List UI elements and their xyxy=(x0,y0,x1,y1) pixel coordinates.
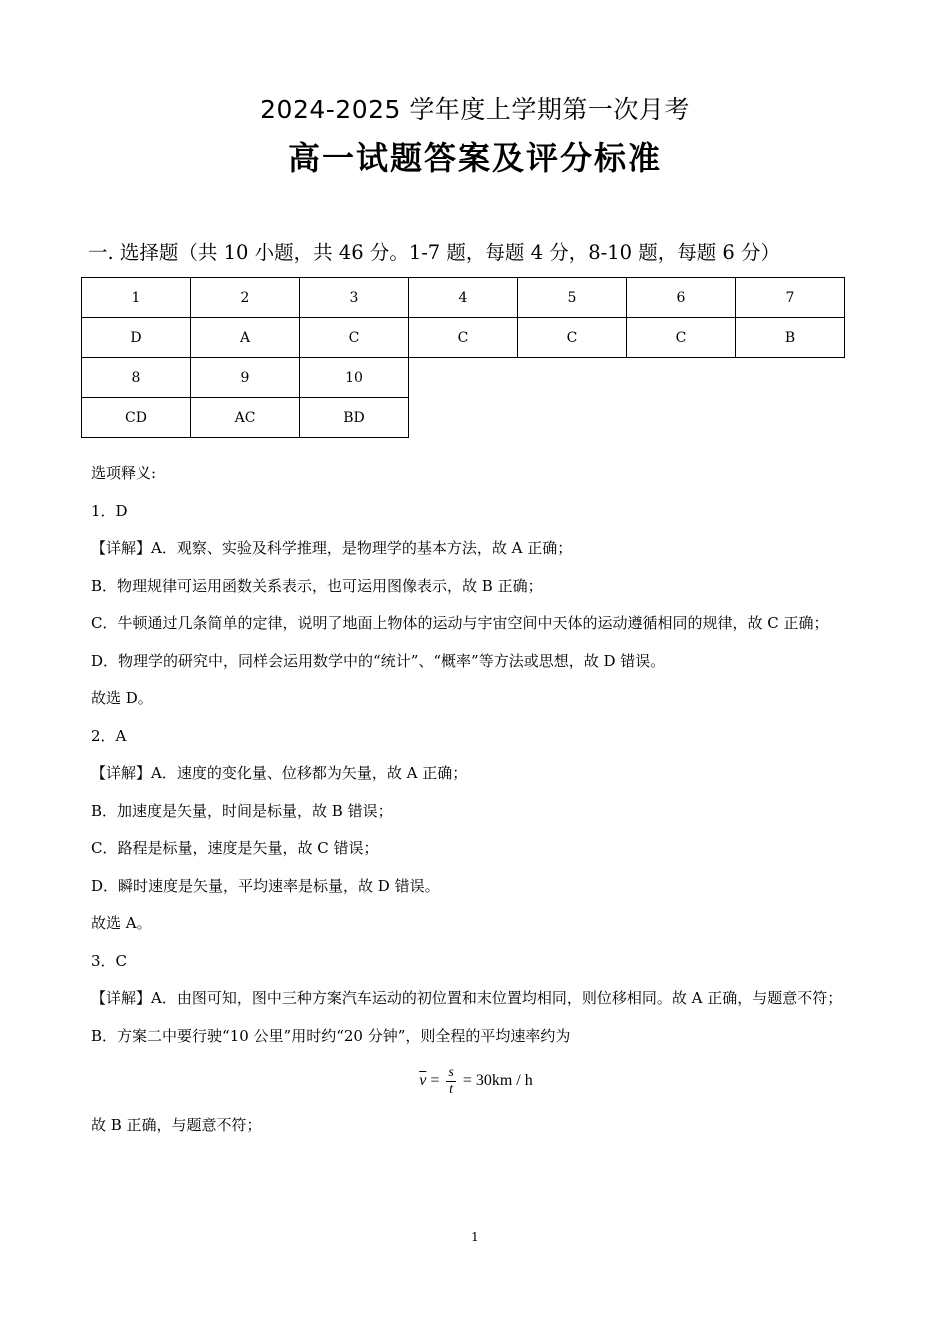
explanations xyxy=(91,455,861,1145)
detail-line: C．牛顿通过几条简单的定律，说明了地面上物体的运动与宇宙空间中天体的运动遵循相同的规律，故 C 正确； xyxy=(91,614,829,632)
empty-cell xyxy=(627,358,736,398)
answer-cell: AC xyxy=(191,398,300,438)
table-row xyxy=(82,358,845,398)
detail-line: 故 B 正确，与题意不符； xyxy=(91,1116,262,1134)
answer-table xyxy=(81,277,845,438)
answer-cell: BD xyxy=(300,398,409,438)
question-number: 1 xyxy=(82,278,191,318)
question-number: 4 xyxy=(409,278,518,318)
page-number: 1 xyxy=(471,1230,479,1244)
answer-cell: C xyxy=(300,318,409,358)
detail-line: D．物理学的研究中，同样会运用数学中的“统计”、“概率”等方法或思想，故 D 错误。 xyxy=(91,651,666,670)
empty-cell xyxy=(409,398,518,438)
explanations-heading: 选项释义: xyxy=(91,464,157,482)
answer-line: 1．D xyxy=(91,501,128,520)
empty-cell xyxy=(736,398,845,438)
detail-line: B．物理规律可运用函数关系表示，也可运用图像表示，故 B 正确； xyxy=(91,576,543,595)
detail-line: B．加速度是矢量，时间是标量，故 B 错误； xyxy=(91,801,393,820)
average-speed-formula xyxy=(91,1055,861,1107)
answer-cell: B xyxy=(736,318,845,358)
question-number: 10 xyxy=(300,358,409,398)
conclusion-line: 故选 D。 xyxy=(91,689,153,707)
table-row xyxy=(82,278,845,318)
conclusion-line: 故选 A。 xyxy=(91,914,152,932)
empty-cell xyxy=(518,398,627,438)
empty-cell xyxy=(518,358,627,398)
detail-line: 【详解】A．观察、实验及科学推理，是物理学的基本方法，故 A 正确； xyxy=(91,539,573,557)
question-number: 7 xyxy=(736,278,845,318)
answer-cell: C xyxy=(409,318,518,358)
answer-cell: A xyxy=(191,318,300,358)
section-heading: 一. 选择题（共 10 小题，共 46 分。1-7 题，每题 4 分，8-10 题，每题 6 分） xyxy=(88,241,781,264)
document-title: 高一试题答案及评分标准 xyxy=(287,139,662,177)
answer-cell: C xyxy=(518,318,627,358)
exam-title: 2024-2025 学年度上学期第一次月考 xyxy=(260,95,690,124)
formula-denominator: t xyxy=(449,1081,454,1097)
formula-fraction xyxy=(446,1065,455,1098)
answer-line: 3．C xyxy=(91,951,128,970)
question-number: 5 xyxy=(518,278,627,318)
question-number: 9 xyxy=(191,358,300,398)
question-number: 3 xyxy=(300,278,409,318)
question-number: 2 xyxy=(191,278,300,318)
question-number: 6 xyxy=(627,278,736,318)
formula-v: $\overline{v}$ xyxy=(419,1072,427,1089)
detail-line: 【详解】A．由图可知，图中三种方案汽车运动的初位置和末位置均相同，则位移相同。故 A 正确，与题意不符； xyxy=(91,989,843,1007)
answer-cell: D xyxy=(82,318,191,358)
detail-line: 【详解】A．速度的变化量、位移都为矢量，故 A 正确； xyxy=(91,764,468,782)
question-number: 8 xyxy=(82,358,191,398)
answer-cell: C xyxy=(627,318,736,358)
formula-numerator: s xyxy=(448,1064,454,1080)
detail-line: D．瞬时速度是矢量，平均速率是标量，故 D 错误。 xyxy=(91,876,440,895)
formula-equals: = xyxy=(430,1072,440,1089)
formula-result: = 30km / h xyxy=(462,1072,533,1089)
detail-line: B．方案二中要行驶“10 公里”用时约“20 分钟”，则全程的平均速率约为 xyxy=(91,1026,571,1045)
detail-line: C．路程是标量，速度是矢量，故 C 错误； xyxy=(91,839,379,857)
empty-cell xyxy=(627,398,736,438)
answer-cell: CD xyxy=(82,398,191,438)
empty-cell xyxy=(736,358,845,398)
table-row xyxy=(82,398,845,438)
empty-cell xyxy=(409,358,518,398)
answer-line: 2．A xyxy=(91,726,127,745)
table-row xyxy=(82,318,845,358)
